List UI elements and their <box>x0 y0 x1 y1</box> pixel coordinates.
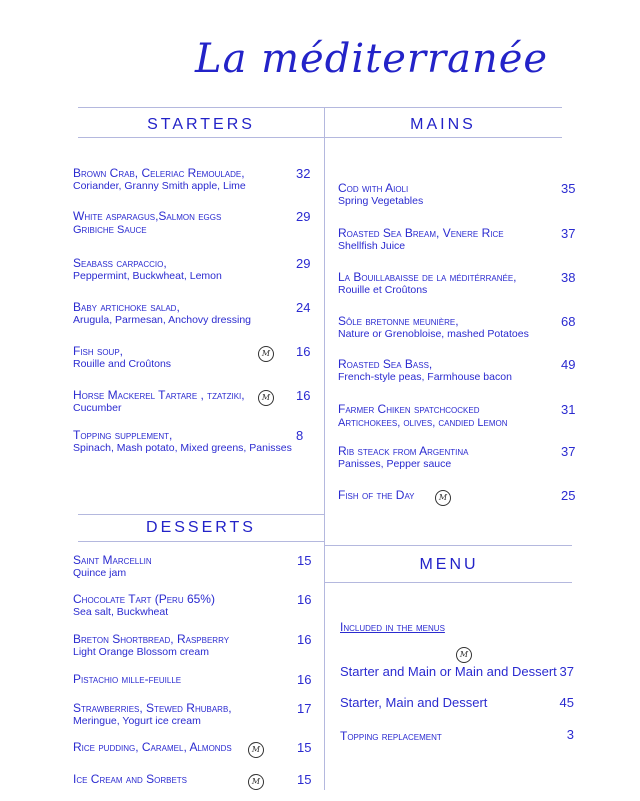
menu-item <box>73 344 171 371</box>
item-description: Cucumber <box>73 402 122 414</box>
logo-text: La méditerranée <box>195 36 549 82</box>
menu-item <box>73 701 232 728</box>
item-description: Rouille and Croûtons <box>73 358 172 370</box>
section-title-starters: STARTERS <box>147 116 255 133</box>
item-title: Rice pudding, Caramel, Almonds <box>73 740 232 754</box>
item-title: Roasted Sea Bream, Venere Rice <box>338 226 504 240</box>
item-title: Pistachio mille-feuille <box>73 672 182 686</box>
item-description: Panisses, Pepper sauce <box>338 458 452 470</box>
section-title-mains: MAINS <box>410 116 476 133</box>
item-price: 24 <box>296 300 311 315</box>
item-title: Horse Mackerel Tartare , tzatziki, <box>73 388 245 402</box>
menu-item <box>338 270 517 297</box>
item-price: 31 <box>561 402 576 417</box>
menu-item <box>338 402 508 430</box>
item-price: 16 <box>297 632 312 647</box>
item-price: 16 <box>297 672 312 687</box>
menu-badge-icon: M <box>456 647 472 663</box>
item-price: 37 <box>561 226 576 241</box>
item-price: 37 <box>561 444 576 459</box>
item-price: 25 <box>561 488 576 503</box>
item-description: French-style peas, Farmhouse bacon <box>338 371 512 383</box>
section-title-menu: MENU <box>419 556 479 573</box>
section-title-desserts: DESSERTS <box>146 519 256 536</box>
divider <box>324 545 572 546</box>
menu-item <box>73 740 232 754</box>
menu-badge-icon: M <box>435 490 451 506</box>
menu-badge-icon: M <box>248 774 264 790</box>
item-title: Seabass carpaccio, <box>73 256 167 270</box>
item-description: Shellfish Juice <box>338 240 406 252</box>
menu-item <box>338 226 504 253</box>
menu-option-price: 37 <box>559 664 574 679</box>
item-title: Topping supplement, <box>73 428 173 442</box>
item-description: Nature or Grenobloise, mashed Potatoes <box>338 328 529 340</box>
item-title: Baby artichoke salad, <box>73 300 180 314</box>
menu-option-label: Topping replacement <box>340 729 442 743</box>
item-price: 29 <box>296 209 311 224</box>
menu-badge-icon: M <box>248 742 264 758</box>
item-title: Rib steack from Argentina <box>338 444 469 458</box>
menu-badge-icon: M <box>258 390 274 406</box>
item-price: 15 <box>297 553 312 568</box>
item-title: Breton Shortbread, Raspberry <box>73 632 230 646</box>
menu-item <box>73 553 152 580</box>
item-description: Artichokees, olives, candied Lemon <box>338 417 508 429</box>
item-title: Fish of the Day <box>338 488 415 502</box>
column-divider <box>324 107 325 790</box>
item-title: Farmer Chiken spatchcocked <box>338 402 480 416</box>
item-price: 8 <box>296 428 304 443</box>
menu-item <box>338 488 415 502</box>
item-price: 68 <box>561 314 576 329</box>
menu-item <box>73 256 222 283</box>
item-price: 16 <box>297 592 312 607</box>
menu-item <box>73 672 181 686</box>
menu-item <box>338 357 512 384</box>
item-title: Cod with Aioli <box>338 181 409 195</box>
menu-item <box>73 209 221 237</box>
item-title: La Bouillabaisse de la méditérranée, <box>338 270 517 284</box>
item-price: 15 <box>297 740 312 755</box>
item-price: 17 <box>297 701 312 716</box>
item-price: 29 <box>296 256 311 271</box>
item-description: Gribiche Sauce <box>73 224 147 236</box>
item-price: 38 <box>561 270 576 285</box>
menu-item <box>73 166 246 193</box>
menu-badge-icon: M <box>258 346 274 362</box>
item-description: Meringue, Yogurt ice cream <box>73 715 201 727</box>
menu-option-label: Starter, Main and Dessert <box>340 695 488 710</box>
item-title: Chocolate Tart (Peru 65%) <box>73 592 215 606</box>
item-title: Roasted Sea Bass, <box>338 357 433 371</box>
menu-item <box>73 772 187 786</box>
item-price: 16 <box>296 388 311 403</box>
item-price: 15 <box>297 772 312 787</box>
menu-item <box>73 632 229 659</box>
item-title: Strawberries, Stewed Rhubarb, <box>73 701 232 715</box>
item-title: Ice Cream and Sorbets <box>73 772 188 786</box>
item-description: Quince jam <box>73 567 127 579</box>
item-description: Arugula, Parmesan, Anchovy dressing <box>73 314 252 326</box>
item-title: Sôle bretonne meunière, <box>338 314 459 328</box>
menu-item <box>73 428 292 455</box>
menu-item <box>338 444 468 471</box>
item-title: Brown Crab, Celeriac Remoulade, <box>73 166 245 180</box>
menu-item <box>338 314 529 341</box>
menu-option-label: Starter and Main or Main and Dessert <box>340 664 557 679</box>
item-title: Fish soup, <box>73 344 124 358</box>
item-price: 35 <box>561 181 576 196</box>
menu-item <box>73 300 251 327</box>
menu-option-price: 45 <box>559 695 574 710</box>
divider <box>78 514 324 515</box>
item-description: Spring Vegetables <box>338 195 424 207</box>
divider <box>78 137 324 138</box>
item-description: Spinach, Mash potato, Mixed greens, Panisses <box>73 442 292 454</box>
included-in-menus-label: Included in the menus <box>340 620 445 634</box>
item-price: 49 <box>561 357 576 372</box>
item-price: 32 <box>296 166 311 181</box>
item-title: Saint Marcellin <box>73 553 152 567</box>
item-description: Coriander, Granny Smith apple, Lime <box>73 180 246 192</box>
item-description: Light Orange Blossom cream <box>73 646 209 658</box>
item-description: Rouille et Croûtons <box>338 284 428 296</box>
menu-item <box>338 181 423 208</box>
menu-option-price: 3 <box>566 727 574 742</box>
divider <box>324 582 572 583</box>
item-description: Sea salt, Buckwheat <box>73 606 169 618</box>
menu-item <box>73 388 245 415</box>
item-price: 16 <box>296 344 311 359</box>
item-title: White asparagus,Salmon eggs <box>73 209 222 223</box>
divider <box>78 107 562 108</box>
divider <box>78 541 324 542</box>
item-description: Peppermint, Buckwheat, Lemon <box>73 270 222 282</box>
menu-item <box>73 592 215 619</box>
restaurant-logo <box>190 22 549 92</box>
divider <box>324 137 562 138</box>
